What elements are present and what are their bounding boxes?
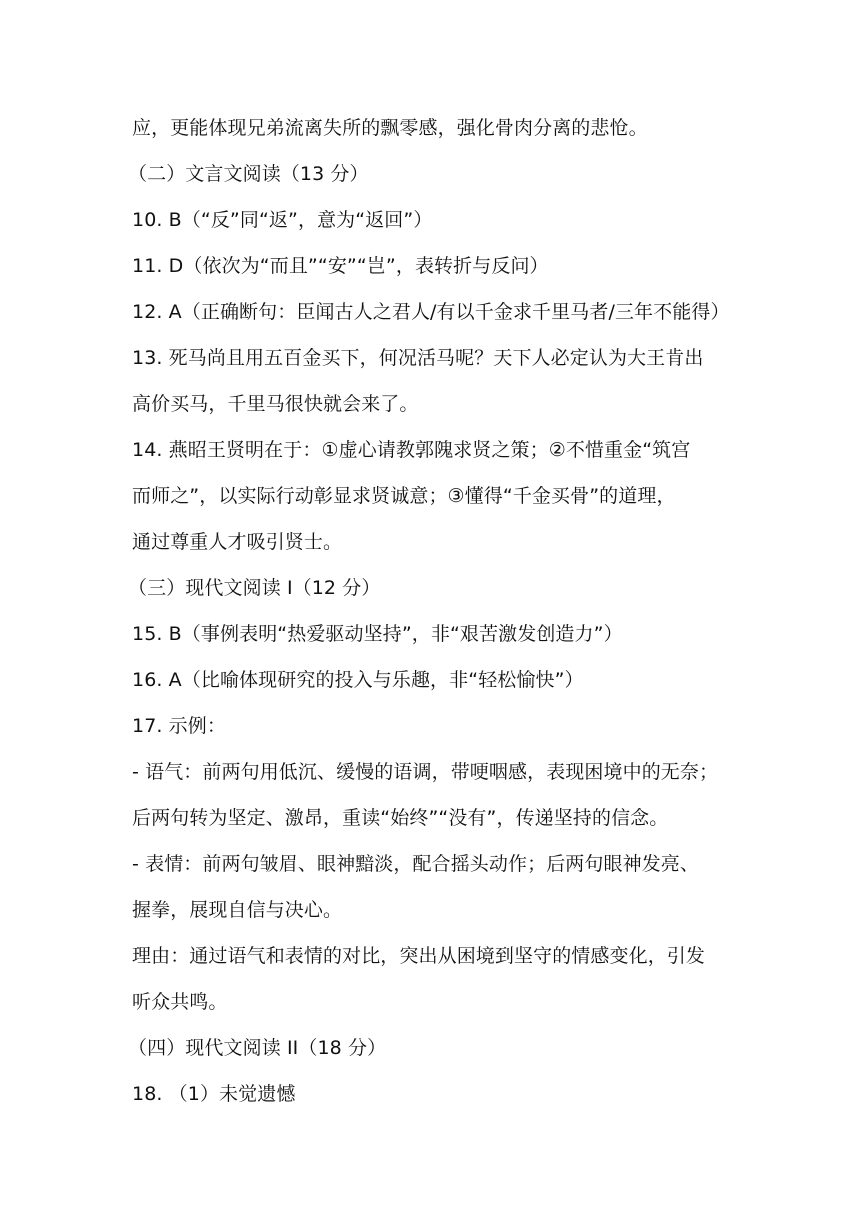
section-heading-classical-chinese: （二）文言文阅读（13 分） [128, 163, 369, 185]
answer-13-line-1: 13. 死马尚且用五百金买下，何况活马呢？天下人必定认为大王肯出 [132, 347, 704, 369]
answer-17-reason-line-1: 理由：通过语气和表情的对比，突出从困境到坚守的情感变化，引发 [132, 945, 706, 967]
answer-12: 12. A（正确断句：臣闻古人之君人/有以千金求千里马者/三年不能得） [132, 301, 730, 323]
answer-14-line-2: 而师之”，以实际行动彰显求贤诚意；③懂得“千金买骨”的道理， [132, 485, 676, 507]
answer-16: 16. A（比喻体现研究的投入与乐趣，非“轻松愉快”） [132, 669, 584, 691]
answer-17-expression-line-2: 握拳，展现自信与决心。 [132, 899, 343, 921]
answer-14-line-3: 通过尊重人才吸引贤士。 [132, 531, 343, 553]
section-heading-modern-reading-2: （四）现代文阅读 II（18 分） [128, 1037, 387, 1059]
answer-17-heading: 17. 示例： [132, 715, 226, 737]
answer-line-continuation: 应，更能体现兄弟流离失所的飘零感，强化骨肉分离的悲怆。 [132, 117, 648, 139]
section-heading-modern-reading-1: （三）现代文阅读 I（12 分） [128, 577, 381, 599]
answer-17-expression-line-1: - 表情：前两句皱眉、眼神黯淡，配合摇头动作；后两句眼神发亮、 [132, 853, 699, 875]
answer-13-line-2: 高价买马，千里马很快就会来了。 [132, 393, 419, 415]
answer-18-1: 18. （1）未觉遗憾 [132, 1083, 296, 1105]
answer-17-tone-line-1: - 语气：前两句用低沉、缓慢的语调，带哽咽感，表现困境中的无奈； [132, 761, 719, 783]
answer-17-reason-line-2: 听众共鸣。 [132, 991, 228, 1013]
answer-10: 10. B（“反”同“返”，意为“返回”） [132, 209, 433, 231]
answer-15: 15. B（事例表明“热爱驱动坚持”，非“艰苦激发创造力”） [132, 623, 623, 645]
answer-11: 11. D（依次为“而且”“安”“岂”，表转折与反问） [132, 255, 549, 277]
answer-14-line-1: 14. 燕昭王贤明在于：①虚心请教郭隗求贤之策；②不惜重金“筑宫 [132, 439, 691, 461]
answer-17-tone-line-2: 后两句转为坚定、激昂，重读“始终”“没有”，传递坚持的信念。 [132, 807, 669, 829]
